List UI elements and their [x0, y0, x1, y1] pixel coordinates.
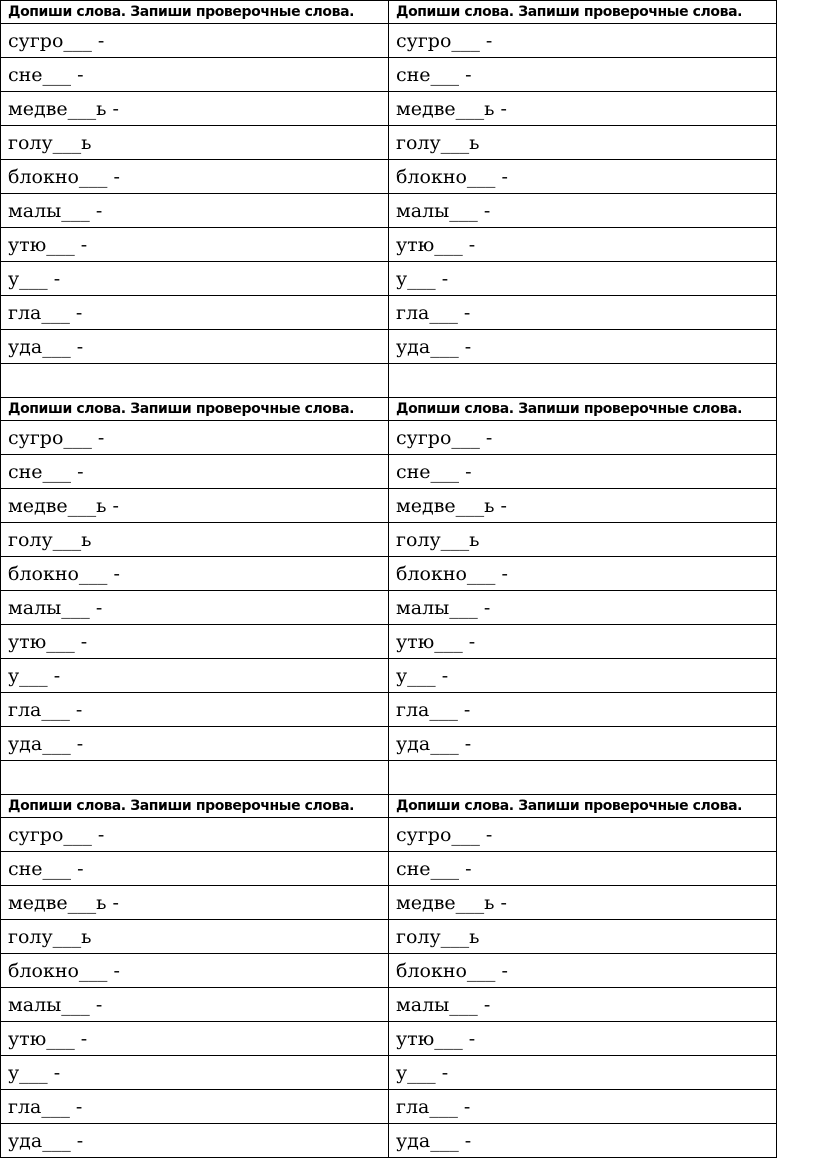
exercise-instruction: Допиши слова. Запиши проверочные слова. — [389, 398, 777, 421]
word-blank-cell[interactable]: сне___ - — [1, 58, 389, 92]
word-blank-cell[interactable]: сне___ - — [389, 852, 777, 886]
table-row — [1, 727, 777, 761]
table-row — [1, 1090, 777, 1124]
word-blank-cell[interactable]: блокно___ - — [389, 954, 777, 988]
word-blank-cell[interactable]: голу___ь — [389, 920, 777, 954]
table-row — [1, 818, 777, 852]
word-blank-cell[interactable]: гла___ - — [389, 296, 777, 330]
word-blank-cell[interactable]: уда___ - — [389, 727, 777, 761]
table-row — [1, 1124, 777, 1158]
word-blank-cell[interactable]: голу___ь — [1, 920, 389, 954]
section-header-row — [1, 795, 777, 818]
word-blank-cell[interactable]: голу___ь — [1, 523, 389, 557]
word-blank-cell[interactable]: у___ - — [389, 262, 777, 296]
table-row — [1, 625, 777, 659]
table-row — [1, 1022, 777, 1056]
word-blank-cell[interactable]: голу___ь — [389, 126, 777, 160]
word-blank-cell[interactable]: малы___ - — [389, 988, 777, 1022]
word-blank-cell[interactable]: сугро___ - — [389, 421, 777, 455]
table-row — [1, 920, 777, 954]
table-row — [1, 92, 777, 126]
section-header-row — [1, 398, 777, 421]
word-blank-cell[interactable]: сугро___ - — [389, 818, 777, 852]
word-blank-cell[interactable]: малы___ - — [1, 591, 389, 625]
table-row — [1, 262, 777, 296]
exercise-instruction: Допиши слова. Запиши проверочные слова. — [1, 795, 389, 818]
word-blank-cell[interactable]: у___ - — [389, 1056, 777, 1090]
table-row — [1, 296, 777, 330]
word-blank-cell[interactable]: блокно___ - — [389, 160, 777, 194]
word-blank-cell[interactable]: уда___ - — [389, 330, 777, 364]
worksheet-body — [1, 1, 777, 1158]
word-blank-cell[interactable]: сне___ - — [1, 455, 389, 489]
word-blank-cell[interactable]: уда___ - — [1, 1124, 389, 1158]
table-row — [1, 1056, 777, 1090]
table-row — [1, 523, 777, 557]
word-blank-cell[interactable]: медве___ь - — [1, 92, 389, 126]
word-blank-cell[interactable]: сне___ - — [389, 455, 777, 489]
table-row — [1, 160, 777, 194]
table-row — [1, 988, 777, 1022]
word-blank-cell[interactable]: сугро___ - — [389, 24, 777, 58]
table-row — [1, 852, 777, 886]
word-blank-cell[interactable]: медве___ь - — [389, 886, 777, 920]
table-row — [1, 954, 777, 988]
word-blank-cell[interactable]: утю___ - — [389, 1022, 777, 1056]
exercise-instruction: Допиши слова. Запиши проверочные слова. — [389, 795, 777, 818]
table-row — [1, 330, 777, 364]
word-blank-cell[interactable]: сугро___ - — [1, 421, 389, 455]
word-blank-cell[interactable]: гла___ - — [389, 1090, 777, 1124]
exercise-instruction: Допиши слова. Запиши проверочные слова. — [1, 1, 389, 24]
table-row — [1, 421, 777, 455]
word-blank-cell[interactable]: малы___ - — [1, 194, 389, 228]
word-blank-cell[interactable]: блокно___ - — [1, 557, 389, 591]
table-row — [1, 489, 777, 523]
table-row — [1, 557, 777, 591]
word-blank-cell[interactable]: у___ - — [1, 659, 389, 693]
exercise-instruction: Допиши слова. Запиши проверочные слова. — [1, 398, 389, 421]
word-blank-cell[interactable]: голу___ь — [389, 523, 777, 557]
word-blank-cell[interactable]: у___ - — [1, 262, 389, 296]
word-blank-cell[interactable]: малы___ - — [389, 591, 777, 625]
word-blank-cell[interactable]: медве___ь - — [1, 886, 389, 920]
word-blank-cell[interactable]: утю___ - — [389, 625, 777, 659]
word-blank-cell[interactable]: блокно___ - — [1, 954, 389, 988]
word-blank-cell[interactable]: гла___ - — [389, 693, 777, 727]
table-row — [1, 228, 777, 262]
word-blank-cell[interactable]: голу___ь — [1, 126, 389, 160]
word-blank-cell[interactable]: утю___ - — [1, 625, 389, 659]
table-row — [1, 455, 777, 489]
word-blank-cell[interactable]: гла___ - — [1, 296, 389, 330]
table-row — [1, 693, 777, 727]
table-row — [1, 24, 777, 58]
word-blank-cell[interactable]: блокно___ - — [389, 557, 777, 591]
exercise-instruction: Допиши слова. Запиши проверочные слова. — [389, 1, 777, 24]
word-blank-cell[interactable]: гла___ - — [1, 693, 389, 727]
table-row — [1, 591, 777, 625]
word-blank-cell[interactable]: утю___ - — [1, 1022, 389, 1056]
empty-cell — [389, 364, 777, 398]
word-blank-cell[interactable]: утю___ - — [389, 228, 777, 262]
word-blank-cell[interactable]: сугро___ - — [1, 24, 389, 58]
word-blank-cell[interactable]: уда___ - — [389, 1124, 777, 1158]
word-blank-cell[interactable]: малы___ - — [1, 988, 389, 1022]
word-blank-cell[interactable]: гла___ - — [1, 1090, 389, 1124]
section-spacer-row — [1, 761, 777, 795]
word-blank-cell[interactable]: медве___ь - — [389, 489, 777, 523]
word-blank-cell[interactable]: сне___ - — [1, 852, 389, 886]
word-blank-cell[interactable]: медве___ь - — [389, 92, 777, 126]
empty-cell — [1, 364, 389, 398]
word-blank-cell[interactable]: блокно___ - — [1, 160, 389, 194]
word-blank-cell[interactable]: уда___ - — [1, 727, 389, 761]
word-blank-cell[interactable]: малы___ - — [389, 194, 777, 228]
word-blank-cell[interactable]: сугро___ - — [1, 818, 389, 852]
word-blank-cell[interactable]: медве___ь - — [1, 489, 389, 523]
table-row — [1, 886, 777, 920]
empty-cell — [389, 761, 777, 795]
table-row — [1, 58, 777, 92]
table-row — [1, 194, 777, 228]
word-blank-cell[interactable]: у___ - — [389, 659, 777, 693]
table-row — [1, 126, 777, 160]
word-blank-cell[interactable]: утю___ - — [1, 228, 389, 262]
section-header-row — [1, 1, 777, 24]
word-blank-cell[interactable]: у___ - — [1, 1056, 389, 1090]
empty-cell — [1, 761, 389, 795]
word-blank-cell[interactable]: уда___ - — [1, 330, 389, 364]
section-spacer-row — [1, 364, 777, 398]
table-row — [1, 659, 777, 693]
word-blank-cell[interactable]: сне___ - — [389, 58, 777, 92]
